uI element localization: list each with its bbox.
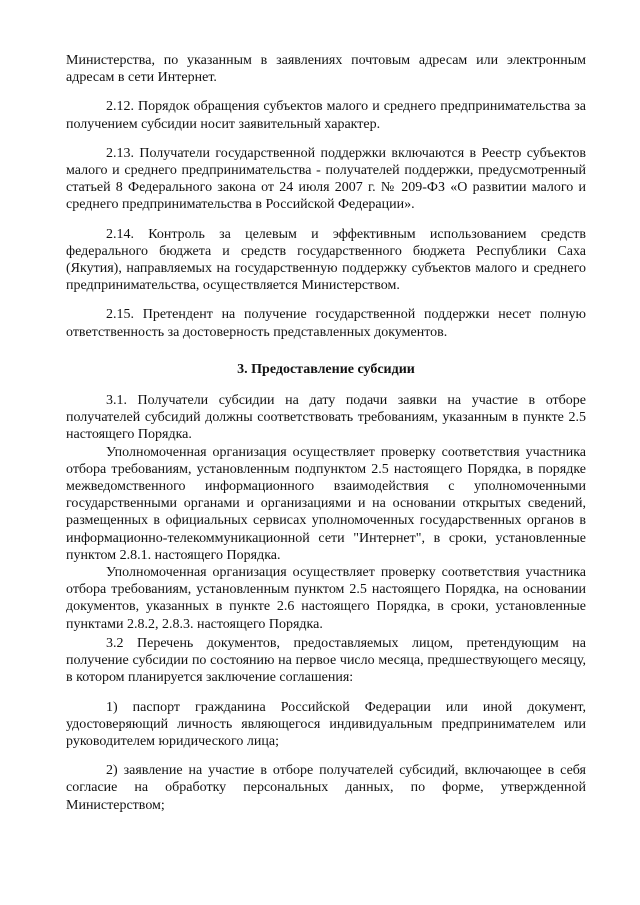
paragraph-2-15: 2.15. Претендент на получение государственной поддержки несет полную ответственность за достоверность представленных документов. [66, 307, 586, 340]
list-item-1: 1) паспорт гражданина Российской Федерации или иной документ, удостоверяющий личность являющегося индивидуальным предпринимателем или руководителем юридического лица; [66, 699, 586, 749]
paragraph-2-14: 2.14. Контроль за целевым и эффективным использованием средств федерального бюджета и средств государственного бюджета Республики Саха (Якутия), направляемых на государственную поддержку субъектов малого и среднего предпринимательства, осуществляется Министерством. [66, 226, 586, 294]
paragraph-intro-continuation: Министерства, по указанным в заявлениях почтовым адресам или электронным адресам в сети Интернет. [66, 53, 586, 86]
paragraph-2-12: 2.12. Порядок обращения субъектов малого и среднего предпринимательства за получением субсидии носит заявительный характер. [66, 99, 586, 132]
paragraph-verification-1: Уполномоченная организация осуществляет проверку соответствия участника отбора требованиям, установленным подпунктом 2.5 настоящего Порядка, в порядке межведомственного информационного взаимодействия с уполномоченными государственными органами и организациями и на основании открытых сведений, размещенных в официальных сервисах уполномоченных государственных органов в информационно-телекоммуникационной сети "Интернет", в сроки, установленные пунктом 2.8.1. настоящего Порядка. [66, 444, 586, 563]
paragraph-3-2: 3.2 Перечень документов, предоставляемых лицом, претендующим на получение субсидии по состоянию на первое число месяца, предшествующего месяцу, в котором планируется заключение соглашения: [66, 635, 586, 686]
section-heading: 3. Предоставление субсидии [237, 361, 415, 377]
paragraph-3-1: 3.1. Получатели субсидии на дату подачи заявки на участие в отборе получателей субсидий должны соответствовать требованиям, указанным в пункте 2.5 настоящего Порядка. [66, 393, 586, 443]
paragraph-2-13: 2.13. Получатели государственной поддержки включаются в Реестр субъектов малого и среднего предпринимательства - получателей поддержки, предусмотренный статьей 8 Федерального закона от 24 июля 2007 г. № 209-ФЗ «О развитии малого и среднего предпринимательства в Российской Федерации». [66, 145, 586, 213]
paragraph-verification-2: Уполномоченная организация осуществляет проверку соответствия участника отбора требованиям, установленным пунктом 2.5 настоящего Порядка, на основании документов, указанных в пункте 2.6 настоящего Порядка, в сроки, установленные пунктами 2.8.2, 2.8.3. настоящего Порядка. [66, 565, 586, 632]
list-item-2: 2) заявление на участие в отборе получателей субсидий, включающее в себя согласие на обработку персональных данных, по форме, утвержденной Министерством; [66, 763, 586, 813]
